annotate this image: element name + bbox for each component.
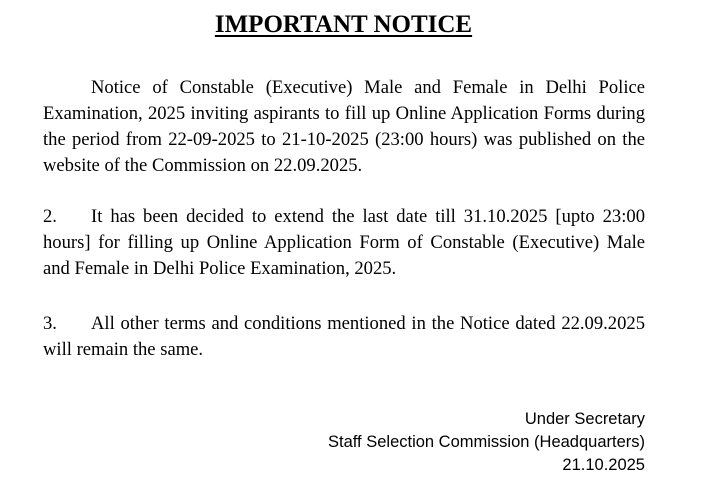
notice-title: IMPORTANT NOTICE <box>214 11 473 38</box>
notice-date: 21.10.2025 <box>562 456 645 474</box>
paragraph-2-text: It has been decided to extend the last date till 31.10.2025 [upto 23:00 hours] for filling up Online Application Form of Constable (Executive) Male and Female in Delhi Police Examination, 2025. <box>43 206 645 279</box>
signatory-designation: Under Secretary <box>524 410 645 428</box>
notice-paragraph-1 <box>43 75 645 179</box>
notice-paragraph-3 <box>43 311 645 363</box>
paragraph-3-number: 3. <box>43 313 57 334</box>
signature-block <box>328 408 645 477</box>
signatory-office: Staff Selection Commission (Headquarters) <box>328 433 645 451</box>
paragraph-3-text: All other terms and conditions mentioned in the Notice dated 22.09.2025 will remain the same. <box>43 313 645 360</box>
paragraph-1-text: Notice of Constable (Executive) Male and Female in Delhi Police Examination, 2025 inviting aspirants to fill up Online Application Forms during the period from 22-09-2025 to 21-10-2025 (23:00 hours) was published on the website of the Commission on 22.09.2025. <box>43 77 645 176</box>
paragraph-2-number: 2. <box>43 206 57 227</box>
notice-paragraph-2 <box>43 204 645 282</box>
